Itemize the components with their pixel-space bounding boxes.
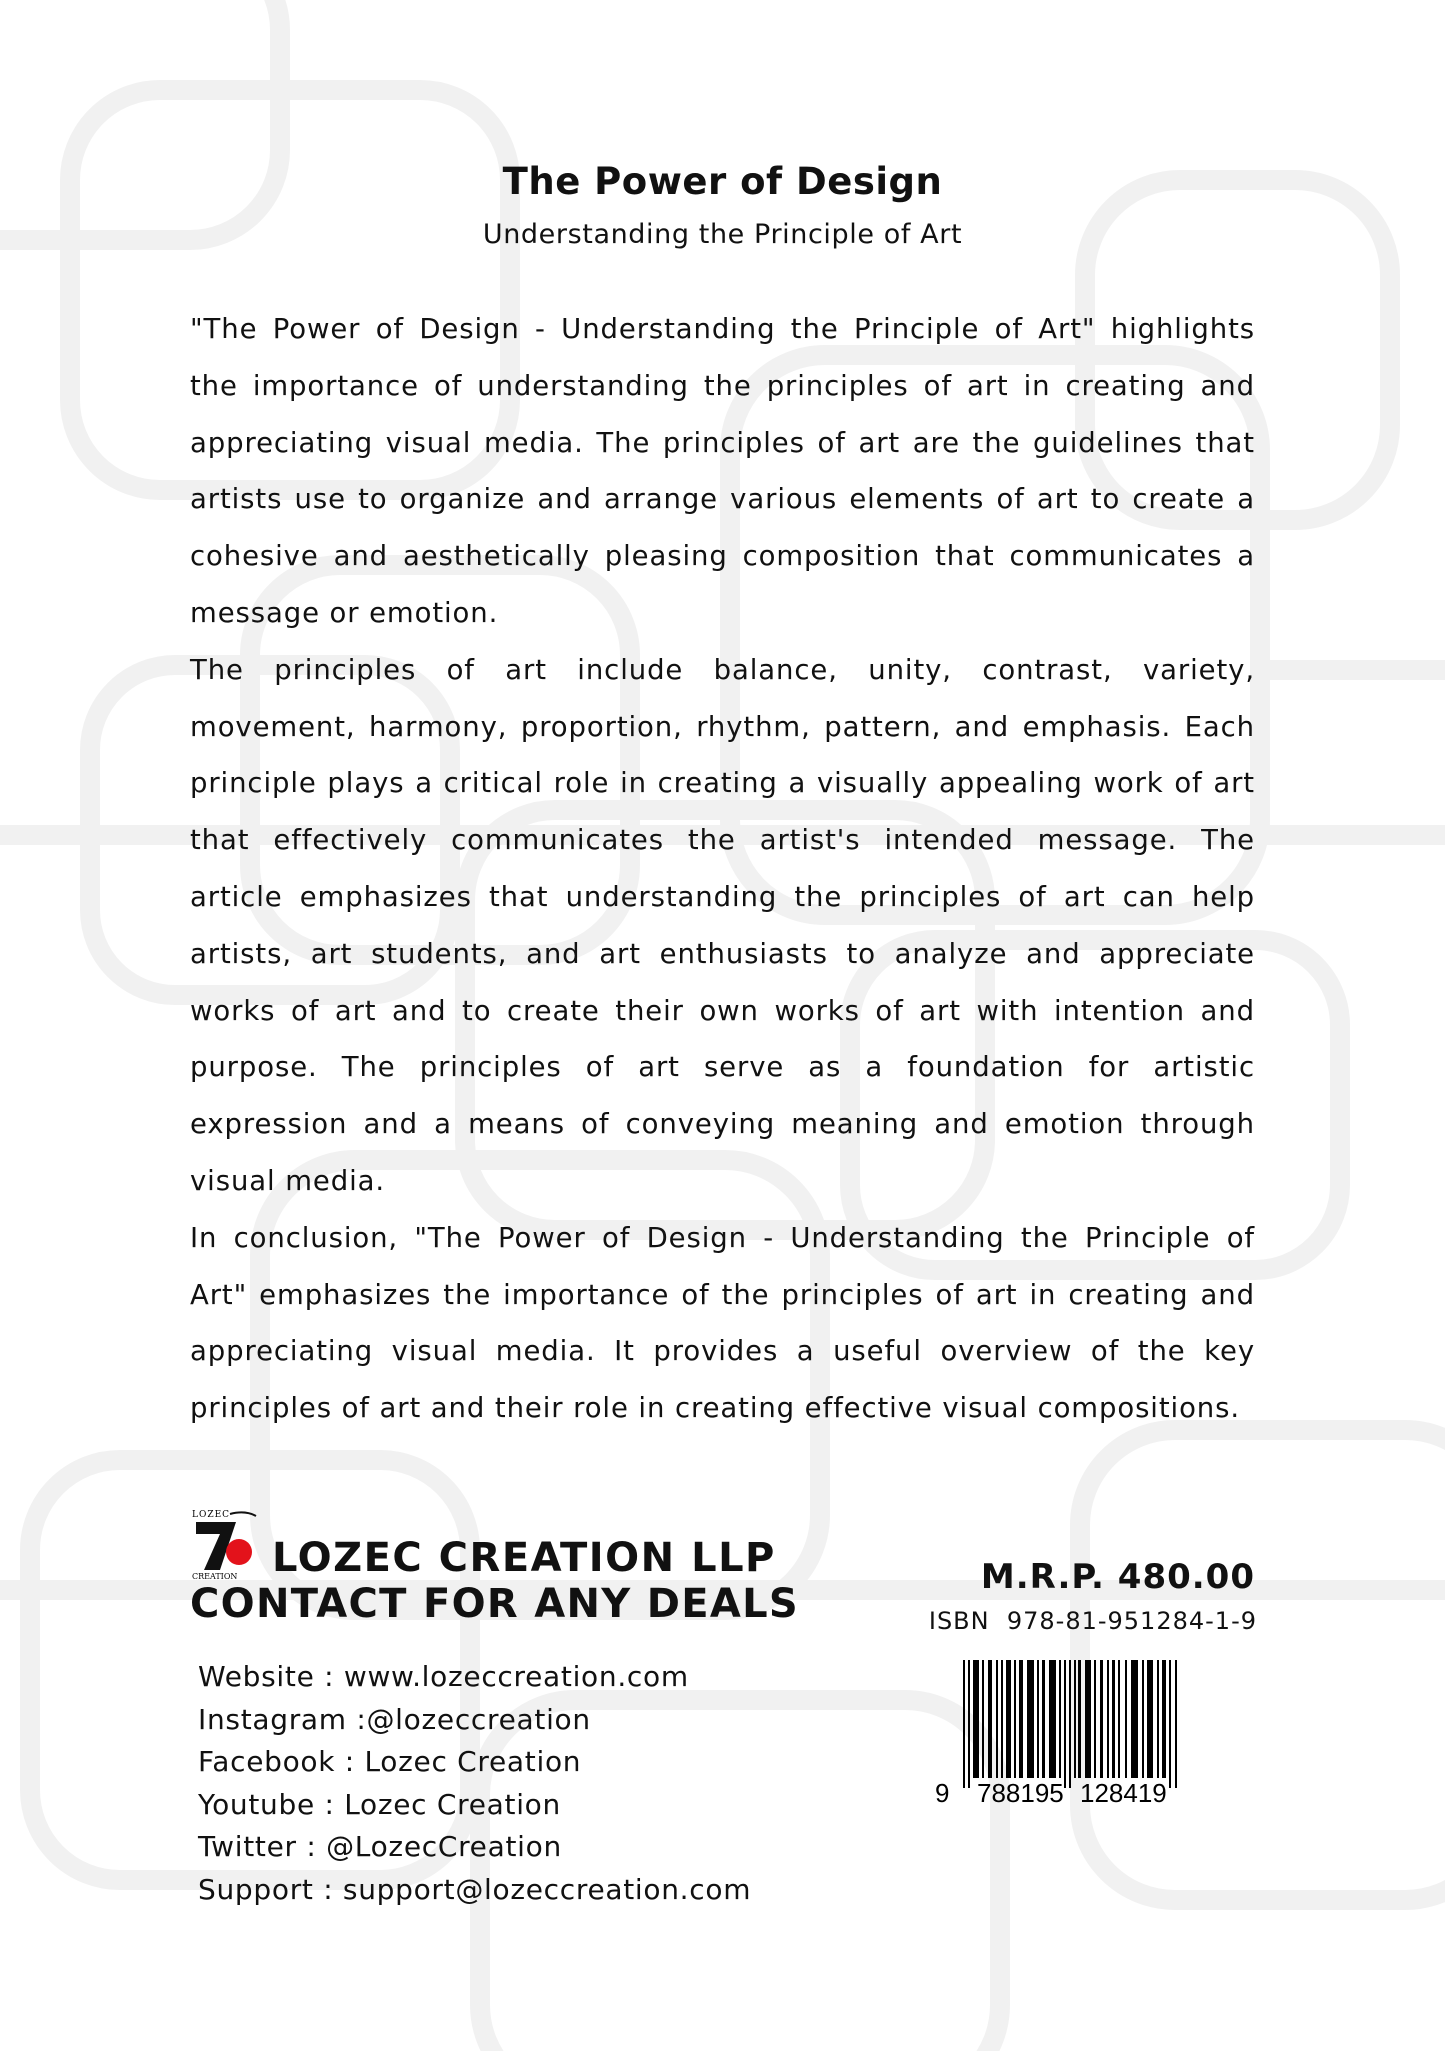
synopsis-paragraph-2: The principles of art include balance, unity, contrast, variety, movement, harmony, proportion, rhythm, pattern, and emphasis. Each principle plays a critical role in creating a visually appealing work of art that effectively communicates the artist's intended message. The article emphasizes that understanding the principles of art can help artists, art students, and art enthusiasts to analyze and appreciate works of art and to create their own works of art with intention and purpose. The principles of art serve as a foundation for artistic expression and a means of conveying meaning and emotion through visual media.	[190, 653, 1255, 1197]
book-title: The Power of Design	[502, 160, 943, 203]
contact-support-email[interactable]: Support : support@lozeccreation.com	[198, 1872, 752, 1906]
barcode-digit-prefix: 9	[935, 1778, 950, 1808]
publisher-name: LOZEC CREATION LLP	[272, 1535, 776, 1581]
lozec-logo-icon	[190, 1508, 262, 1580]
contact-facebook[interactable]: Facebook : Lozec Creation	[198, 1745, 582, 1778]
contact-youtube[interactable]: Youtube : Lozec Creation	[198, 1787, 561, 1821]
barcode-digits-right: 128419	[1080, 1778, 1167, 1808]
publisher-header	[190, 1508, 776, 1580]
isbn-number: ISBN 978-81-951284-1-9	[928, 1607, 1257, 1635]
synopsis-paragraph-1: "The Power of Design - Understanding the Principle of Art" highlights the importance of understanding the principles of art in creating and appreciating visual media. The principles of art are the guidelines that artists use to organize and arrange various elements of art to create a cohesive and aesthetically pleasing composition that communicates a message or emotion.	[190, 313, 1255, 629]
contact-instagram[interactable]: Instagram :@lozeccreation	[198, 1702, 591, 1736]
contact-list	[198, 1656, 751, 1911]
synopsis-paragraph-3: In conclusion, "The Power of Design - Understanding the Principle of Art" emphasizes the importance of the principles of art in creating and appreciating visual media. It provides a useful overview of the key principles of art and their role in creating effective visual compositions.	[190, 1221, 1255, 1425]
book-subtitle: Understanding the Principle of Art	[482, 219, 963, 250]
barcode-digits-left: 788195	[977, 1778, 1064, 1808]
synopsis	[190, 301, 1255, 1437]
isbn-barcode	[935, 1660, 1245, 1808]
contact-twitter[interactable]: Twitter : @LozecCreation	[198, 1830, 562, 1863]
price-mrp: M.R.P. 480.00	[980, 1557, 1255, 1597]
svg-text:CREATION: CREATION	[192, 1572, 238, 1580]
contact-website[interactable]: Website : www.lozeccreation.com	[198, 1660, 689, 1693]
publisher-tagline: CONTACT FOR ANY DEALS	[190, 1581, 799, 1627]
svg-text:LOZEC: LOZEC	[192, 1510, 231, 1520]
